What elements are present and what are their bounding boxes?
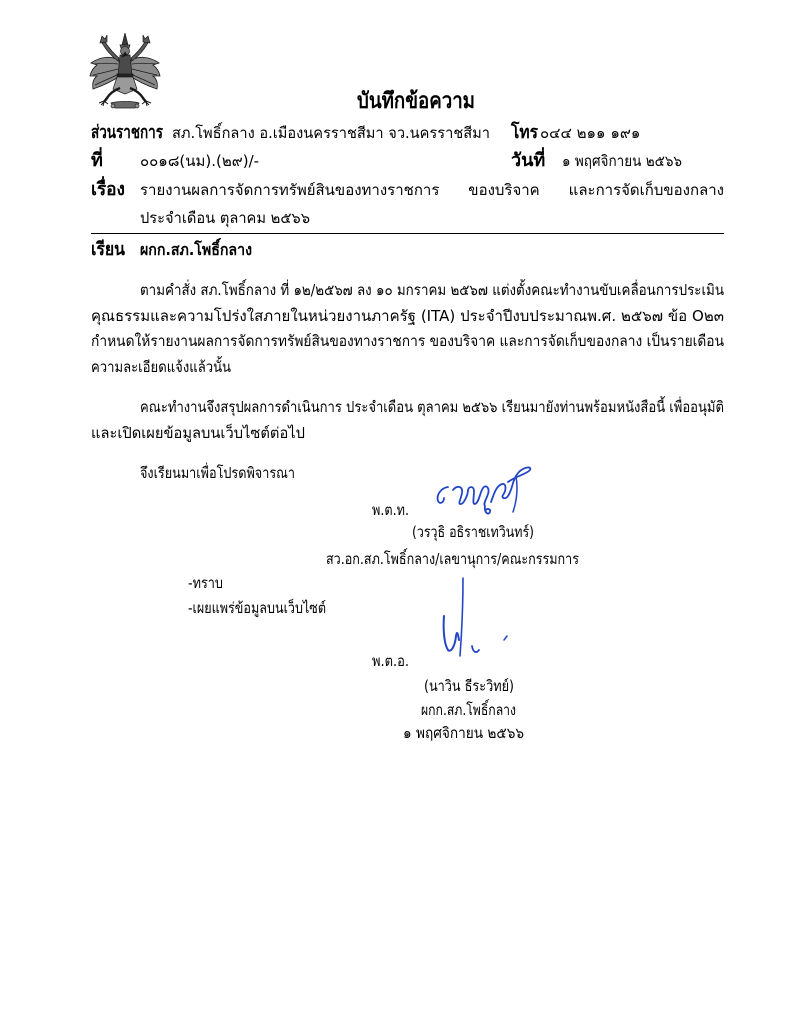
phone-label: โทร <box>511 122 538 143</box>
endorser-rank: พ.ต.อ. <box>372 652 409 670</box>
torso <box>118 55 132 75</box>
endorsement-date: ๑ พฤศจิกายน ๒๕๖๖ <box>403 724 524 742</box>
crown-spire <box>122 33 128 45</box>
signature-stroke <box>491 467 530 502</box>
endorser-position: ผกก.สภ.โพธิ์กลาง <box>421 701 516 719</box>
garuda-base <box>111 102 139 109</box>
phone-value: ๐๔๔ ๒๑๑ ๑๙๑ <box>540 124 641 142</box>
paragraph-1-line: คุณธรรมและความโปร่งใสภายในหน่วยงานภาครัฐ (ITA) ประจำปีงบประมาณพ.ศ. ๒๕๖๗ ข้อ O๒๓ <box>91 307 724 325</box>
signature-1 <box>428 458 538 522</box>
date-label: วันที่ <box>511 150 546 171</box>
department-label: ส่วนราชการ <box>91 122 163 143</box>
subject-label: เรื่อง <box>91 179 125 200</box>
paragraph-1-line: ความละเอียดแจ้งแล้วนั้น <box>91 358 231 376</box>
signatory-name: (วรวุธิ อธิราชเทวินทร์) <box>412 523 534 541</box>
signature-stroke <box>444 616 459 651</box>
closing-line: จึงเรียนมาเพื่อโปรดพิจารณา <box>140 464 295 482</box>
addressee-label: เรียน <box>91 239 125 260</box>
subject-line: รายงานผลการจัดการทรัพย์สินของทางราชการ ของบริจาค และการจัดเก็บของกลาง <box>140 181 724 199</box>
paragraph-2-line: คณะทำงานจึงสรุปผลการดำเนินการ ประจำเดือน ตุลาคม ๒๕๖๖ เรียนมายังท่านพร้อมหนังสือนี้ เพื่ออนุมัติ <box>140 398 724 416</box>
right-claws <box>142 101 151 106</box>
signature-stroke <box>472 646 479 652</box>
base-scroll <box>111 104 115 108</box>
garuda-emblem <box>89 33 161 109</box>
signatory-rank: พ.ต.ท. <box>372 501 409 519</box>
signature-stroke <box>460 578 463 656</box>
signatory-position: สว.อก.สภ.โพธิ์กลาง/เลขานุการ/คณะกรรมการ <box>326 550 579 568</box>
paragraph-2-line: และเปิดเผยข้อมูลบนเว็บไซต์ต่อไป <box>91 424 305 442</box>
left-leg <box>104 88 120 102</box>
endorsement-note: -เผยแพร่ข้อมูลบนเว็บไซต์ <box>188 599 326 617</box>
signature-stroke <box>453 486 490 513</box>
memo-title: บันทึกข้อความ <box>357 89 475 114</box>
date-value: ๑ พฤศจิกายน ๒๕๖๖ <box>562 152 682 170</box>
department-value: สภ.โพธิ์กลาง อ.เมืองนครราชสีมา จว.นครราชสีมา <box>172 124 490 142</box>
tail <box>113 77 137 94</box>
paragraph-1-line: กำหนดให้รายงานผลการจัดการทรัพย์สินของทางราชการ ของบริจาค และการจัดเก็บของกลาง เป็นรายเดือน <box>91 332 724 350</box>
subject-line: ประจำเดือน ตุลาคม ๒๕๖๖ <box>140 209 310 227</box>
left-claws <box>99 101 108 106</box>
base-scroll <box>135 104 139 108</box>
reference-value: ๐๐๑๘(นม).(๒๙)/- <box>140 152 260 170</box>
left-hand <box>100 35 107 43</box>
paragraph-1-line: ตามคำสั่ง สภ.โพธิ์กลาง ที่ ๑๒/๒๕๖๗ ลง ๑๐ มกราคม ๒๕๖๗ แต่งตั้งคณะทำงานขับเคลื่อนการประเมิน <box>140 281 724 299</box>
endorsement-note: -ทราบ <box>188 574 223 592</box>
garuda-head <box>120 33 130 57</box>
right-hand <box>143 35 150 43</box>
signature-stroke <box>504 636 507 640</box>
reference-label: ที่ <box>91 150 103 171</box>
belt <box>117 74 133 77</box>
addressee-value: ผกก.สภ.โพธิ์กลาง <box>140 240 252 259</box>
signature-stroke <box>438 487 448 503</box>
right-leg <box>130 88 146 102</box>
signature-2 <box>436 574 514 664</box>
header-divider <box>91 233 724 234</box>
base-platform <box>111 102 139 109</box>
endorser-name: (นาวิน ธีระวิทย์) <box>424 677 514 695</box>
